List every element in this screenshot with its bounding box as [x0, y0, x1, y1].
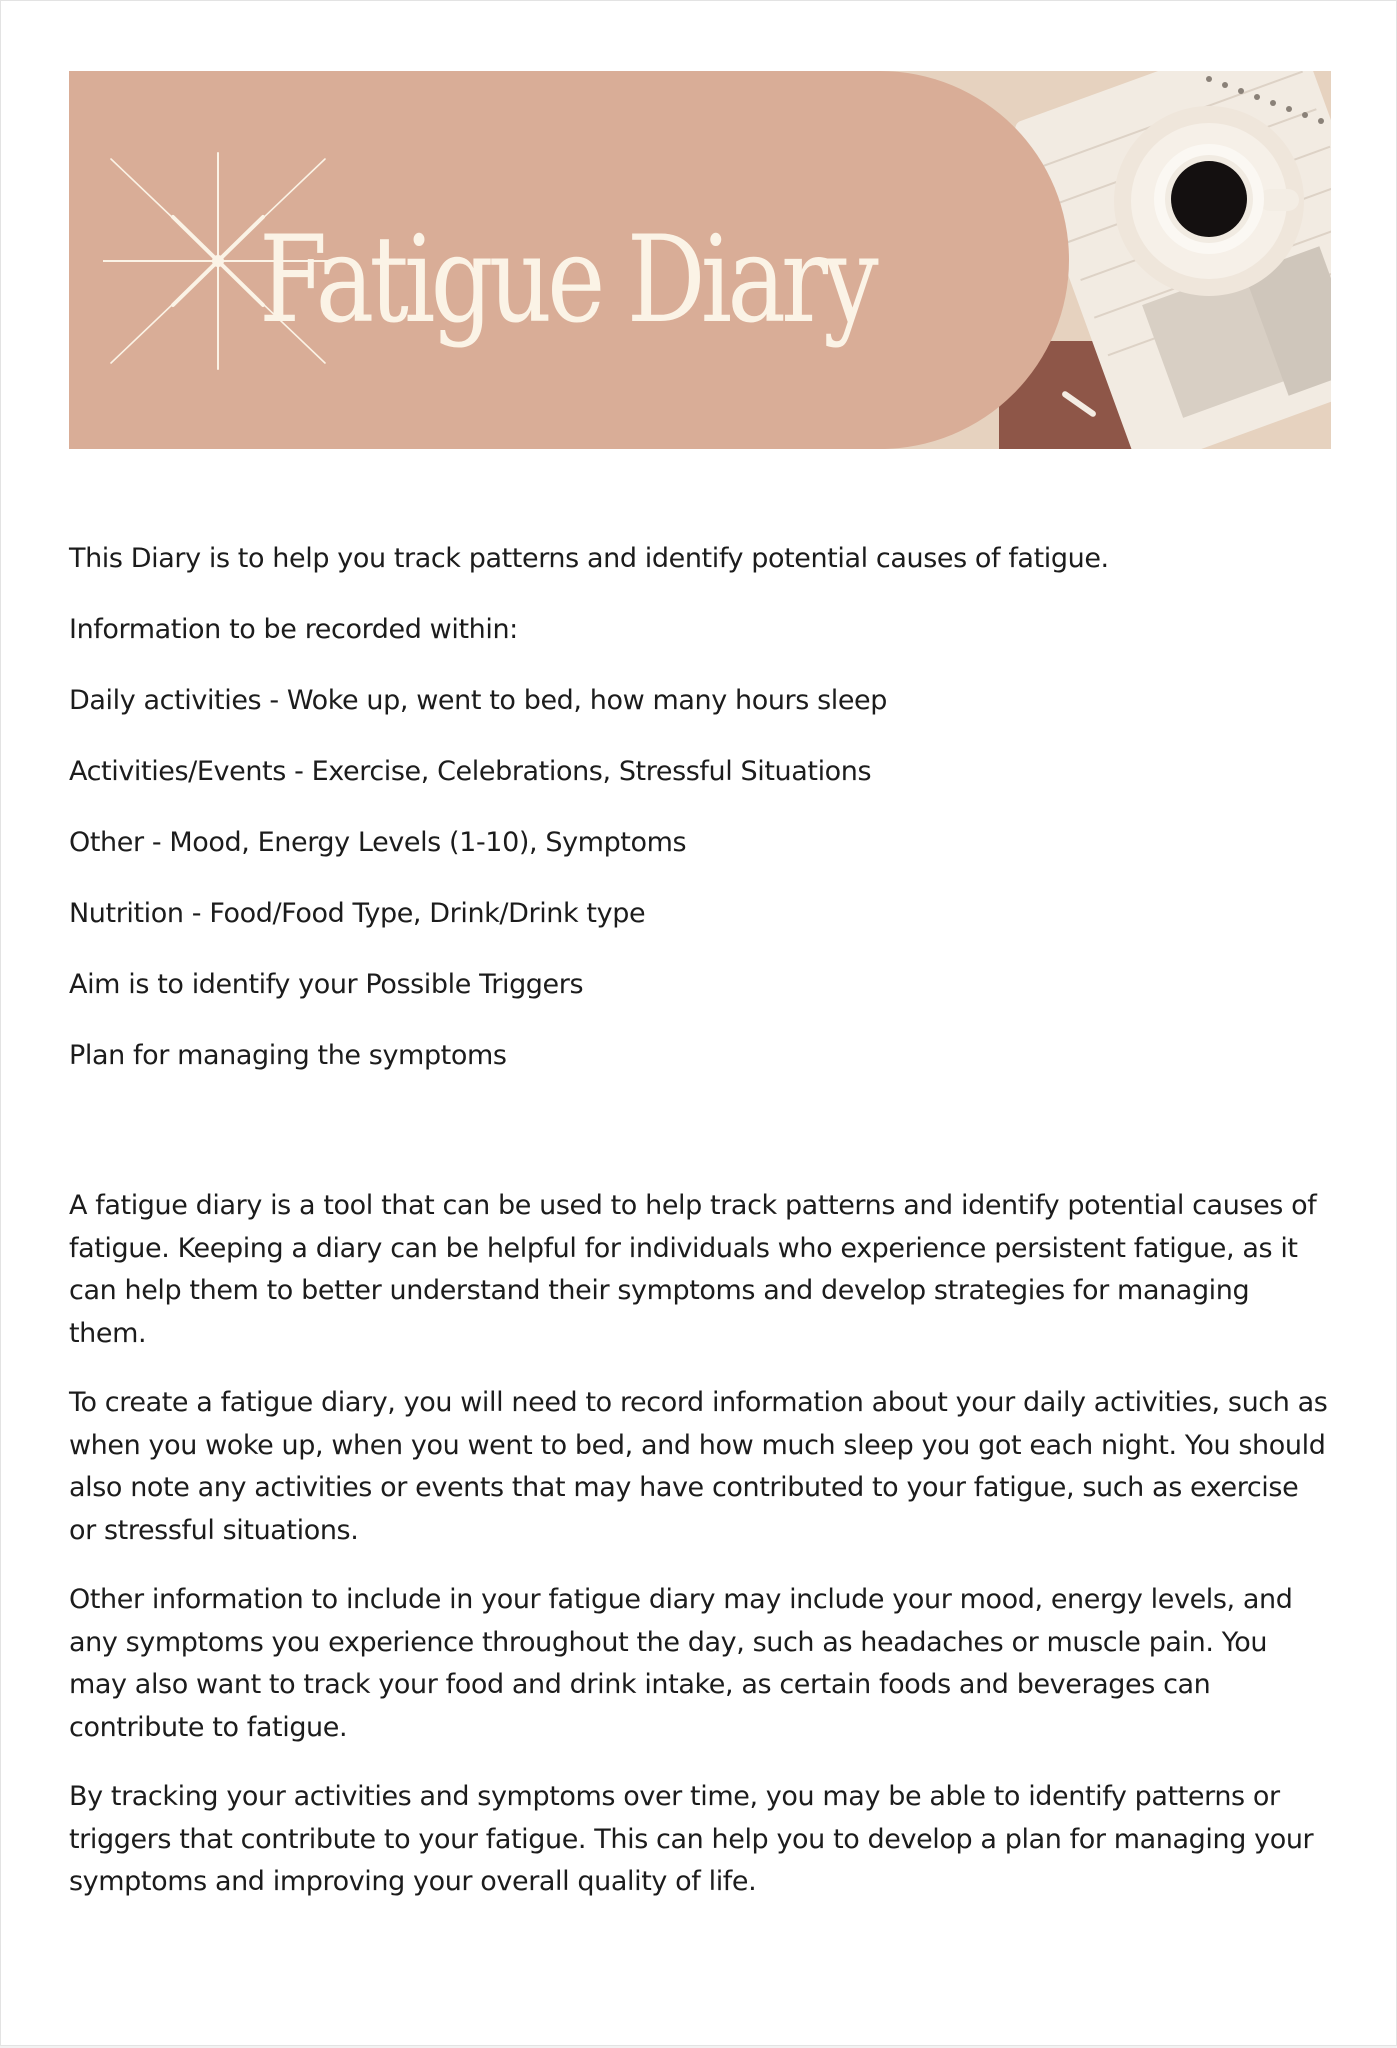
intro-line: Other - Mood, Energy Levels (1-10), Symptoms	[69, 827, 687, 858]
article-paragraph: A fatigue diary is a tool that can be used to help track patterns and identify potential causes of fatigue. Keeping a diary can be helpful for individuals who experience persistent fatigue, as it can help them to better understand their symptoms and develop strategies for managing them.	[69, 1190, 1317, 1349]
article-paragraph: By tracking your activities and symptoms over time, you may be able to identify patterns or triggers that contribute to your fatigue. This can help you to develop a plan for managing your symptoms and improving your overall quality of life.	[69, 1781, 1314, 1897]
intro-line: Aim is to identify your Possible Triggers	[69, 969, 584, 1000]
page-title: Fatigue Diary	[259, 211, 874, 350]
article-section	[69, 1185, 1331, 1931]
article-paragraph: To create a fatigue diary, you will need to record information about your daily activities, such as when you woke up, when you went to bed, and how much sleep you got each night. You should also note any activities or events that may have contributed to your fatigue, such as exercise or stressful situations.	[69, 1387, 1328, 1546]
intro-line: Nutrition - Food/Food Type, Drink/Drink type	[69, 898, 646, 929]
header-banner	[69, 71, 1331, 449]
intro-line: Daily activities - Woke up, went to bed, how many hours sleep	[69, 685, 888, 716]
intro-line: Activities/Events - Exercise, Celebrations, Stressful Situations	[69, 756, 872, 787]
intro-section	[69, 541, 1331, 1109]
intro-line: This Diary is to help you track patterns and identify potential causes of fatigue.	[69, 543, 1109, 574]
intro-line: Plan for managing the symptoms	[69, 1040, 507, 1071]
article-paragraph: Other information to include in your fatigue diary may include your mood, energy levels, and any symptoms you experience throughout the day, such as headaches or muscle pain. You may also want to track your food and drink intake, as certain foods and beverages can contribute to fatigue.	[69, 1584, 1293, 1743]
intro-line: Information to be recorded within:	[69, 614, 518, 645]
